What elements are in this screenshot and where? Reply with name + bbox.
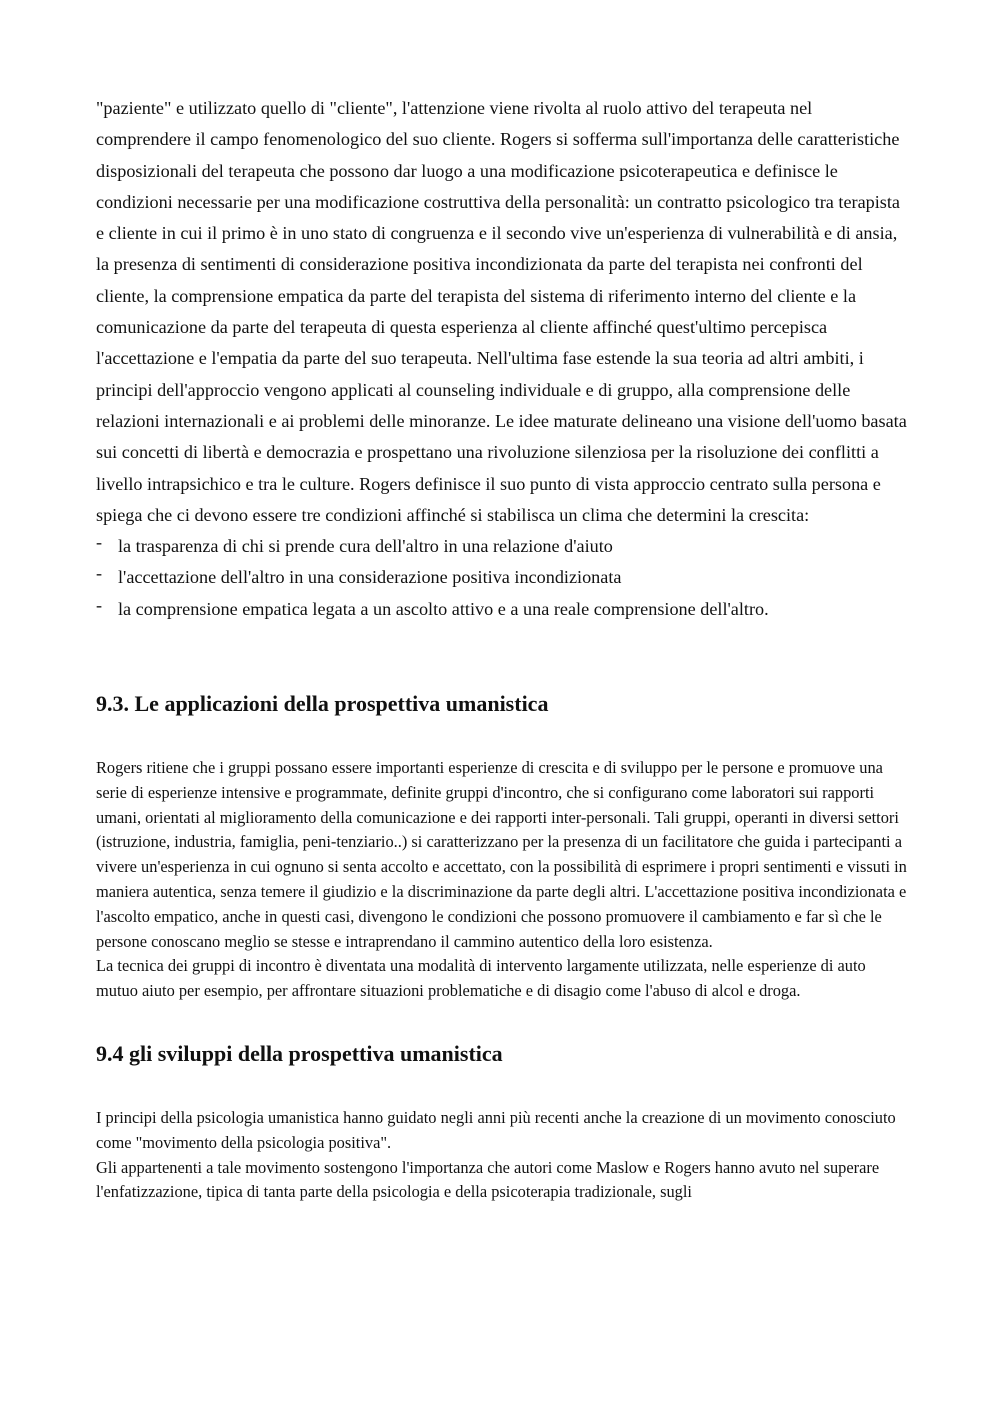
- section-9-4-paragraph-1: I principi della psicologia umanistica hanno guidato negli anni più recenti anche la creazione di un movimento conosciuto come "movimento della psicologia positiva".: [96, 1108, 896, 1152]
- document-page: [96, 93, 908, 1205]
- section-heading-9-3: 9.3. Le applicazioni della prospettiva umanistica: [96, 691, 549, 717]
- list-dash: -: [96, 532, 103, 553]
- list-dash: -: [96, 563, 103, 584]
- list-dash: -: [96, 594, 103, 615]
- intro-paragraph: "paziente" e utilizzato quello di "cliente", l'attenzione viene rivolta al ruolo attivo del terapeuta nel comprendere il campo fenomenologico del suo cliente. Rogers si sofferma sull'importanza delle caratteristiche disposizionali del terapeuta che possono dar luogo a una modificazione psicoterapeutica e definisce le condizioni necessarie per una modificazione costruttiva della personalità: un contratto psicologico tra terapista e cliente in cui il primo è in uno stato di congruenza e il secondo vive un'esperienza di vulnerabilità e di ansia, la presenza di sentimenti di considerazione positiva incondizionata da parte del terapista nei confronti del cliente, la comprensione empatica da parte del terapista del sistema di riferimento interno del cliente e la comunicazione da parte del terapeuta di questa esperienza al cliente affinché quest'ultimo percepisca l'accettazione e l'empatia da parte del suo terapeuta. Nell'ultima fase estende la sua teoria ad altri ambiti, i principi dell'approccio vengono applicati al counseling individuale e di gruppo, alla comprensione delle relazioni internazionali e ai problemi delle minoranze. Le idee maturate delineano una visione dell'uomo basata sui concetti di libertà e democrazia e prospettano una rivoluzione silenziosa per la risoluzione dei conflitti a livello intrapsichico e tra le culture. Rogers definisce il suo punto di vista approccio centrato sulla persona e spiega che ci devono essere tre condizioni affinché si stabilisca un clima che determini la crescita:: [96, 98, 907, 525]
- section-9-3-paragraph-1: Rogers ritiene che i gruppi possano essere importanti esperienze di crescita e di sviluppo per le persone e promuove una serie di esperienze intensive e programmate, definite gruppi d'incontro, che si configurano come laboratori sui rapporti umani, orientati al miglioramento della comunicazione e dei rapporti inter-personali. Tali gruppi, operanti in diversi settori (istruzione, industria, famiglia, peni-tenziario..) si caratterizzano per la presenza di un facilitatore che guida i partecipanti a vivere un'esperienza in cui ognuno si senta accolto e accettato, con la possibilità di esprimere i propri sentimenti e vissuti in maniera autentica, senza temere il giudizio e la discriminazione da parte degli altri. L'accettazione positiva incondizionata e l'ascolto empatico, anche in questi casi, divengono le condizioni che possono promuovere il cambiamento e far sì che le persone conoscano meglio se stesse e intraprendano il cammino autentico della loro esistenza.: [96, 758, 907, 951]
- section-9-3-paragraph-2: La tecnica dei gruppi di incontro è diventata una modalità di intervento largamente utilizzata, nelle esperienze di auto mutuo aiuto per esempio, per affrontare situazioni problematiche e di disagio come l'abuso di alcol e droga.: [96, 956, 866, 1001]
- list-item: [96, 562, 908, 593]
- conditions-list: [96, 531, 908, 625]
- section-heading-9-4: 9.4 gli sviluppi della prospettiva umanistica: [96, 1041, 503, 1067]
- section-9-4-paragraph-2: Gli appartenenti a tale movimento sostengono l'importanza che autori come Maslow e Rogers hanno avuto nel superare l'enfatizzazione, tipica di tanta parte della psicologia e della psicoterapia tradizionale, sugli: [96, 1157, 880, 1202]
- list-item: [96, 531, 908, 562]
- list-item: [96, 594, 908, 625]
- list-item-text: l'accettazione dell'altro in una considerazione positiva incondizionata: [118, 567, 622, 588]
- list-item-text: la comprensione empatica legata a un ascolto attivo e a una reale comprensione dell'altro.: [118, 598, 769, 619]
- list-item-text: la trasparenza di chi si prende cura dell'altro in una relazione d'aiuto: [118, 536, 613, 557]
